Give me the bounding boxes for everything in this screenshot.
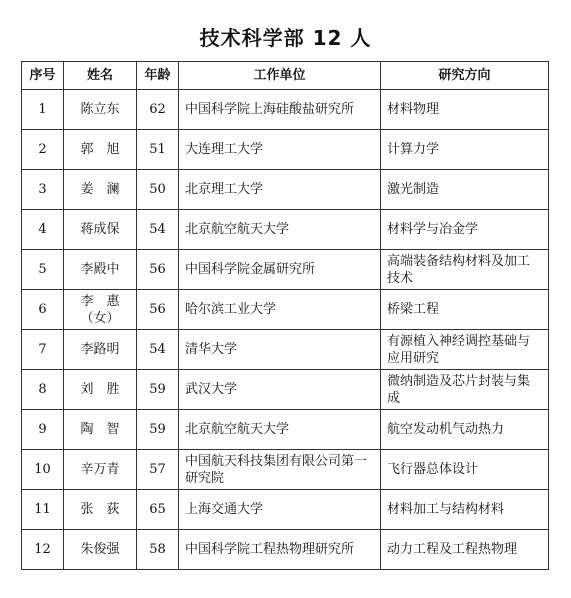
cell-no: 11 bbox=[22, 490, 64, 530]
cell-name: 姜 澜 bbox=[64, 170, 137, 210]
cell-name: 陶 智 bbox=[64, 410, 137, 450]
cell-field: 材料学与冶金学 bbox=[381, 210, 549, 250]
cell-no: 7 bbox=[22, 330, 64, 370]
table-body bbox=[22, 90, 549, 570]
cell-unit: 北京航空航天大学 bbox=[179, 410, 381, 450]
cell-name: 蒋成保 bbox=[64, 210, 137, 250]
members-table bbox=[21, 61, 549, 570]
cell-unit: 哈尔滨工业大学 bbox=[179, 290, 381, 330]
cell-field: 微纳制造及芯片封装与集成 bbox=[381, 370, 549, 410]
cell-no: 3 bbox=[22, 170, 64, 210]
cell-name: 张 荻 bbox=[64, 490, 137, 530]
cell-field: 材料加工与结构材料 bbox=[381, 490, 549, 530]
cell-age: 56 bbox=[137, 250, 179, 290]
page-title: 技术科学部 12 人 bbox=[199, 26, 372, 50]
cell-age: 59 bbox=[137, 370, 179, 410]
header-unit: 工作单位 bbox=[179, 62, 381, 90]
cell-age: 58 bbox=[137, 530, 179, 570]
table-row bbox=[22, 450, 549, 490]
cell-unit: 中国科学院金属研究所 bbox=[179, 250, 381, 290]
cell-age: 56 bbox=[137, 290, 179, 330]
table-row bbox=[22, 370, 549, 410]
cell-unit: 中国科学院上海硅酸盐研究所 bbox=[179, 90, 381, 130]
cell-age: 54 bbox=[137, 210, 179, 250]
cell-name: 郭 旭 bbox=[64, 130, 137, 170]
cell-name: 辛万青 bbox=[64, 450, 137, 490]
table-row bbox=[22, 170, 549, 210]
cell-unit: 武汉大学 bbox=[179, 370, 381, 410]
header-age: 年龄 bbox=[137, 62, 179, 90]
cell-field: 激光制造 bbox=[381, 170, 549, 210]
cell-field: 航空发动机气动热力 bbox=[381, 410, 549, 450]
cell-age: 59 bbox=[137, 410, 179, 450]
cell-name: 李路明 bbox=[64, 330, 137, 370]
cell-field: 飞行器总体设计 bbox=[381, 450, 549, 490]
table-header-row bbox=[22, 62, 549, 90]
cell-unit: 清华大学 bbox=[179, 330, 381, 370]
cell-name: 刘 胜 bbox=[64, 370, 137, 410]
cell-age: 51 bbox=[137, 130, 179, 170]
table-row bbox=[22, 210, 549, 250]
cell-name: 朱俊强 bbox=[64, 530, 137, 570]
cell-field: 计算力学 bbox=[381, 130, 549, 170]
cell-name: 李 惠 （女） bbox=[64, 290, 137, 330]
cell-no: 10 bbox=[22, 450, 64, 490]
cell-age: 57 bbox=[137, 450, 179, 490]
cell-unit: 大连理工大学 bbox=[179, 130, 381, 170]
table-row bbox=[22, 530, 549, 570]
cell-no: 5 bbox=[22, 250, 64, 290]
table-row bbox=[22, 90, 549, 130]
cell-no: 9 bbox=[22, 410, 64, 450]
header-field: 研究方向 bbox=[381, 62, 549, 90]
table-row bbox=[22, 130, 549, 170]
header-name: 姓名 bbox=[64, 62, 137, 90]
cell-field: 材料物理 bbox=[381, 90, 549, 130]
cell-unit: 中国科学院工程热物理研究所 bbox=[179, 530, 381, 570]
table-row bbox=[22, 410, 549, 450]
cell-no: 12 bbox=[22, 530, 64, 570]
table-row bbox=[22, 250, 549, 290]
cell-unit: 上海交通大学 bbox=[179, 490, 381, 530]
cell-no: 6 bbox=[22, 290, 64, 330]
cell-name: 李殿中 bbox=[64, 250, 137, 290]
table-row bbox=[22, 330, 549, 370]
header-no: 序号 bbox=[22, 62, 64, 90]
cell-no: 1 bbox=[22, 90, 64, 130]
cell-no: 8 bbox=[22, 370, 64, 410]
cell-age: 54 bbox=[137, 330, 179, 370]
cell-age: 62 bbox=[137, 90, 179, 130]
table-row bbox=[22, 490, 549, 530]
cell-age: 50 bbox=[137, 170, 179, 210]
cell-age: 65 bbox=[137, 490, 179, 530]
cell-field: 桥梁工程 bbox=[381, 290, 549, 330]
cell-unit: 中国航天科技集团有限公司第一研究院 bbox=[179, 450, 381, 490]
cell-unit: 北京航空航天大学 bbox=[179, 210, 381, 250]
cell-field: 有源植入神经调控基础与应用研究 bbox=[381, 330, 549, 370]
cell-field: 高端装备结构材料及加工技术 bbox=[381, 250, 549, 290]
table-row bbox=[22, 290, 549, 330]
cell-no: 4 bbox=[22, 210, 64, 250]
cell-field: 动力工程及工程热物理 bbox=[381, 530, 549, 570]
cell-unit: 北京理工大学 bbox=[179, 170, 381, 210]
cell-no: 2 bbox=[22, 130, 64, 170]
cell-name: 陈立东 bbox=[64, 90, 137, 130]
